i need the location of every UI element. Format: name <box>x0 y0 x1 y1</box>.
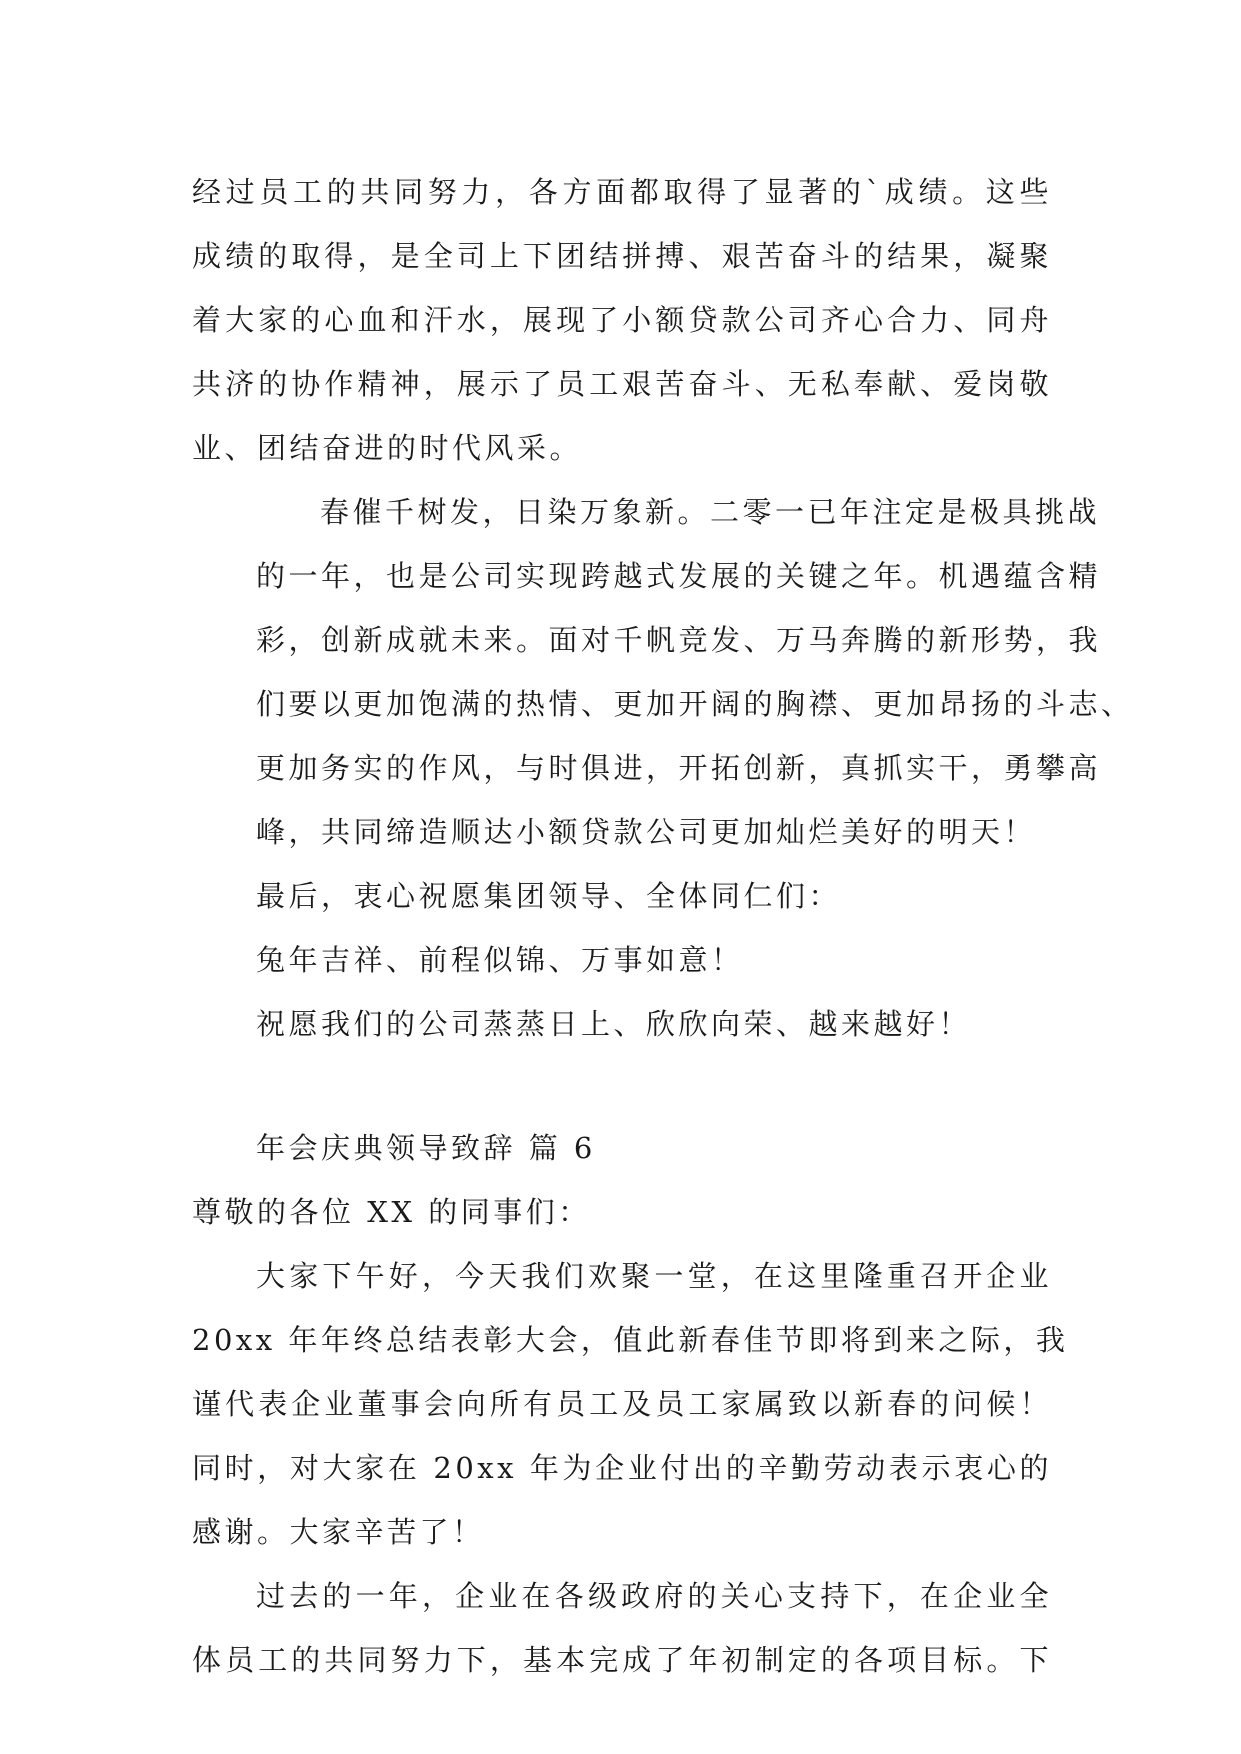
section-heading: 年会庆典领导致辞 篇 6 <box>256 1131 596 1165</box>
document-body <box>192 160 1134 1692</box>
text-line: 同时，对大家在 20xx 年为企业付出的辛勤劳动表示衷心的 <box>192 1451 1052 1485</box>
salutation: 尊敬的各位 XX 的同事们： <box>192 1195 591 1229</box>
paragraph-past-year <box>192 1564 1052 1692</box>
paragraph-new-year-outlook <box>192 480 1134 864</box>
text-line: 共济的协作精神，展示了员工艰苦奋斗、无私奉献、爱岗敬 <box>192 367 1052 401</box>
text-line: 彩，创新成就未来。面对千帆竞发、万马奔腾的新形势，我 <box>256 623 1102 657</box>
paragraph-greeting <box>192 1244 1069 1564</box>
paragraph-achievements <box>192 160 1052 480</box>
text-line: 祝愿我们的公司蒸蒸日上、欣欣向荣、越来越好！ <box>256 1007 972 1041</box>
text-line: 过去的一年，企业在各级政府的关心支持下，在企业全 <box>256 1579 1052 1613</box>
text-line: 峰，共同缔造顺达小额贷款公司更加灿烂美好的明天！ <box>256 815 1037 849</box>
text-line: 更加务实的作风，与时俱进，开拓创新，真抓实干，勇攀高 <box>256 751 1102 785</box>
text-line: 大家下午好，今天我们欢聚一堂，在这里隆重召开企业 <box>256 1259 1052 1293</box>
text-line: 春催千树发，日染万象新。二零一已年注定是极具挑战 <box>320 495 1101 529</box>
section-spacer <box>192 1056 1052 1116</box>
text-line: 最后，衷心祝愿集团领导、全体同仁们： <box>256 879 842 913</box>
text-line: 经过员工的共同努力，各方面都取得了显著的`成绩。这些 <box>192 175 1052 209</box>
text-line: 们要以更加饱满的热情、更加开阔的胸襟、更加昂扬的斗志、 <box>256 687 1134 721</box>
paragraph-company-wish <box>192 992 1052 1056</box>
text-line: 感谢。大家辛苦了！ <box>192 1515 485 1549</box>
text-line: 成绩的取得，是全司上下团结拼搏、艰苦奋斗的结果，凝聚 <box>192 239 1052 273</box>
paragraph-rabbit-year-wish <box>192 928 1052 992</box>
text-line: 20xx 年年终总结表彰大会，值此新春佳节即将到来之际，我 <box>192 1323 1069 1357</box>
text-line: 体员工的共同努力下，基本完成了年初制定的各项目标。下 <box>192 1643 1052 1677</box>
text-line: 业、团结奋进的时代风采。 <box>192 431 583 465</box>
text-line: 谨代表企业董事会向所有员工及员工家属致以新春的问候！ <box>192 1387 1052 1421</box>
text-line: 兔年吉祥、前程似锦、万事如意！ <box>256 943 744 977</box>
paragraph-closing-wish <box>192 864 1052 928</box>
text-line: 的一年，也是公司实现跨越式发展的关键之年。机遇蕴含精 <box>256 559 1102 593</box>
text-line: 着大家的心血和汗水，展现了小额贷款公司齐心合力、同舟 <box>192 303 1052 337</box>
